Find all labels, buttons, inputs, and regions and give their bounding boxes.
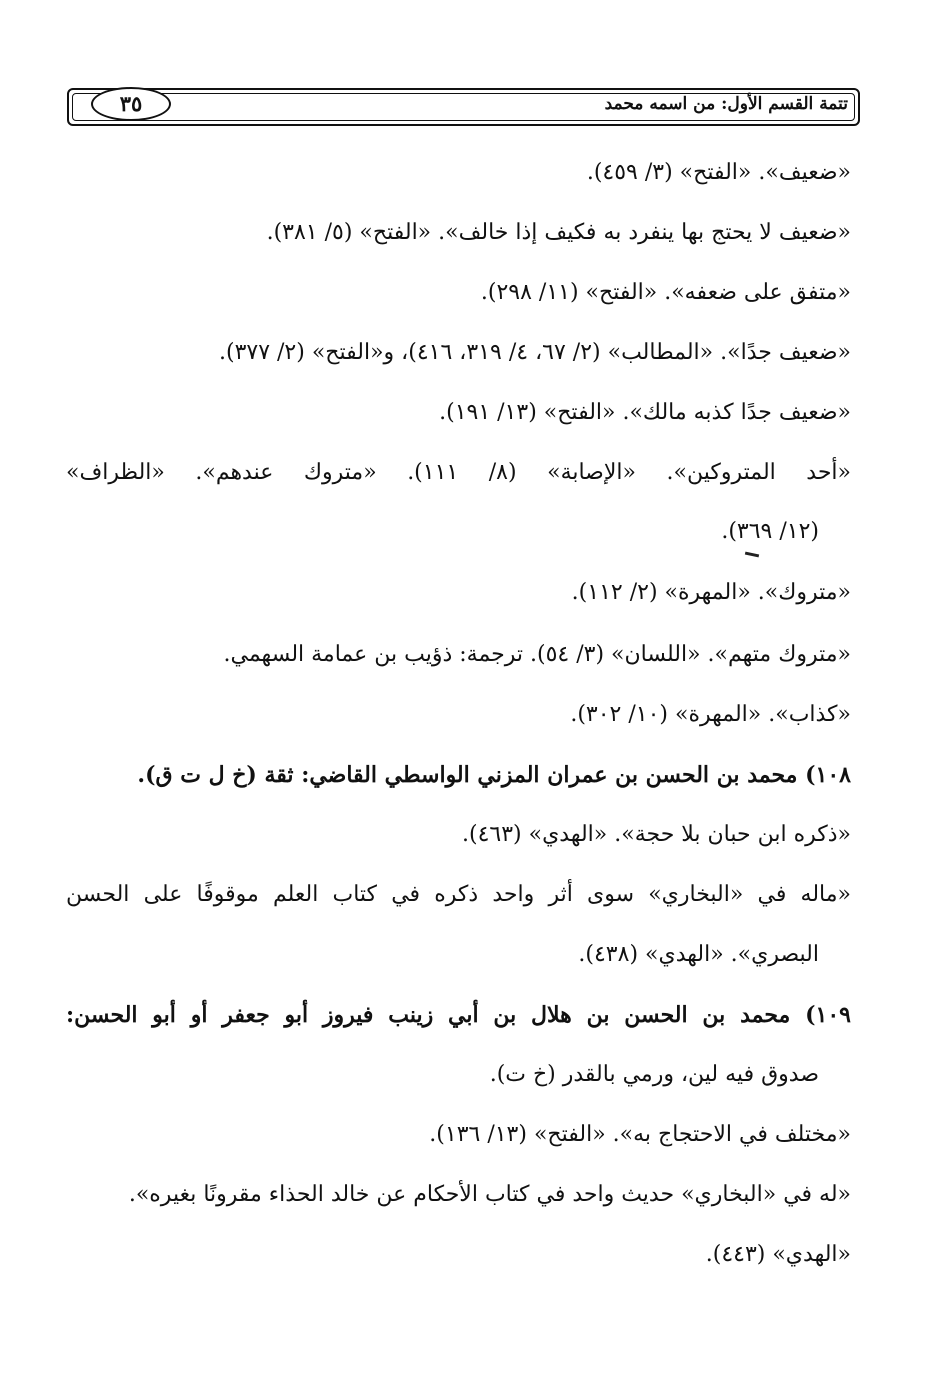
running-header [67, 88, 860, 126]
text-line: البصري». «الهدي» (٤٣٨). [578, 942, 819, 967]
text-line: «متفق على ضعفه». «الفتح» (١١/ ٢٩٨). [480, 280, 851, 305]
text-line: صدوق فيه لين، ورمي بالقدر (خ ت). [489, 1062, 819, 1087]
text-line: «الهدي» (٤٤٣). [705, 1242, 851, 1267]
text-line: (١٢/ ٣٦٩). [721, 519, 819, 544]
text-line: «متروك». «المهرة» (٢/ ١١٢). [571, 580, 851, 605]
print-speck [745, 552, 759, 558]
text-line: «ضعيف». «الفتح» (٣/ ٤٥٩). [586, 160, 851, 185]
text-line: «أحد المتروكين». «الإصابة» (٨/ ١١١). «متروك عندهم». «الظراف» [66, 460, 851, 485]
text-line: «ضعيف جدًا كذبه مالك». «الفتح» (١٣/ ١٩١). [439, 400, 851, 425]
text-line: «كذاب». «المهرة» (١٠/ ٣٠٢). [570, 702, 851, 727]
text-line: «ذكره ابن حبان بلا حجة». «الهدي» (٤٦٣). [462, 822, 851, 847]
text-line: «ضعيف لا يحتج بها ينفرد به فكيف إذا خالف». «الفتح» (٥/ ٣٨١). [266, 220, 851, 245]
entry-heading: ١٠٩) محمد بن الحسن بن هلال بن أبي زينب فيروز أبو جعفر أو أبو الحسن: [66, 1002, 851, 1028]
page-number: ٣٥ [91, 87, 171, 121]
text-line: «ماله في «البخاري» سوى أثر واحد ذكره في كتاب العلم موقوفًا على الحسن [66, 882, 851, 907]
text-line: «مختلف في الاحتجاج به». «الفتح» (١٣/ ١٣٦). [429, 1122, 851, 1147]
text-line: «له في «البخاري» حديث واحد في كتاب الأحكام عن خالد الحذاء مقرونًا بغيره». [128, 1182, 851, 1207]
running-title: تتمة القسم الأول: من اسمه محمد [604, 94, 848, 114]
text-line: «ضعيف جدًا». «المطالب» (٢/ ٦٧، ٤/ ٣١٩، ٤١٦)، و«الفتح» (٢/ ٣٧٧). [218, 340, 851, 365]
text-line: «متروك متهم». «اللسان» (٣/ ٥٤). ترجمة: ذؤيب بن عمامة السهمي. [223, 642, 851, 667]
entry-heading: ١٠٨) محمد بن الحسن بن عمران المزني الواسطي القاضي: ثقة (خ ل ت ق). [137, 762, 851, 788]
